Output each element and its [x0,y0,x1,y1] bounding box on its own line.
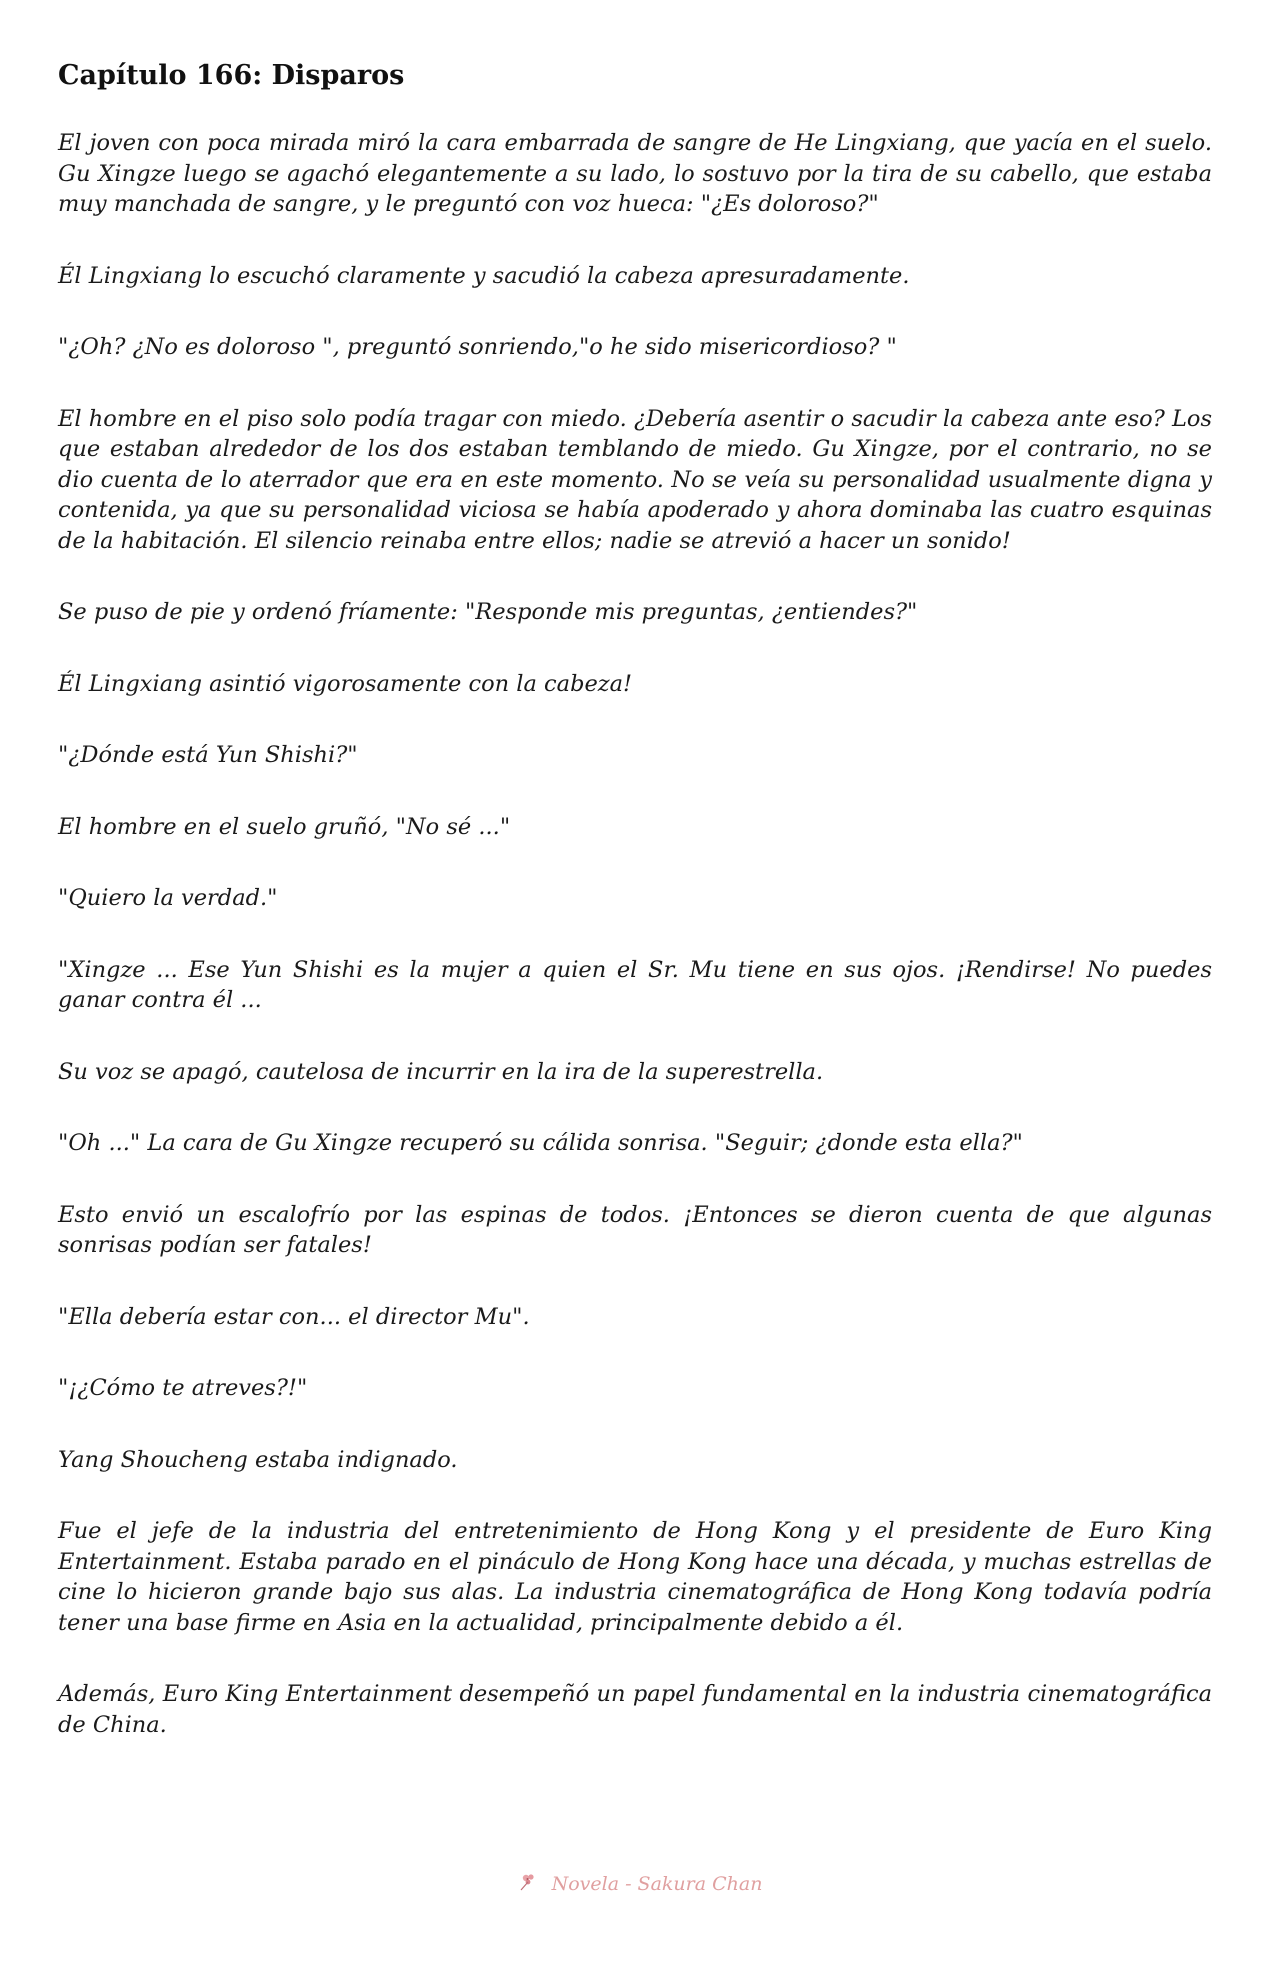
sakura-flower-icon [518,1872,540,1892]
paragraph: "¡¿Cómo te atreves?!" [58,1375,308,1401]
paragraph: Él Lingxiang asintió vigorosamente con la cabeza! [58,670,633,697]
paragraph: El hombre en el suelo gruñó, "No sé ..." [58,813,511,840]
paragraph: Su voz se apagó, cautelosa de incurrir en la ira de la superestrella. [58,1058,824,1085]
paragraph: Yang Shoucheng estaba indignado. [58,1446,458,1473]
chapter-title: Capítulo 166: Disparos [58,60,405,91]
paragraph: "¿Dónde está Yun Shishi?" [58,742,358,768]
paragraph: Además, Euro King Entertainment desempeñó un papel fundamental en la industria cinematográfica de China. [58,1681,1212,1738]
paragraph: "Quiero la verdad." [58,885,278,911]
paragraph: Él Lingxiang lo escuchó claramente y sacudió la cabeza apresuradamente. [58,262,910,289]
paragraph: Esto envió un escalofrío por las espinas de todos. ¡Entonces se dieron cuenta de que algunas sonrisas podían ser fatales! [58,1201,1212,1258]
paragraph: El hombre en el piso solo podía tragar con miedo. ¿Debería asentir o sacudir la cabeza ante eso? Los que estaban alrededor de los dos estaban temblando de miedo. Gu Xingze, por el contrario, no se dio cuenta de lo aterrador que era en este momento. No se veía su personalidad usualmente digna y contenida, ya que su personalidad viciosa se había apoderado y ahora dominaba las cuatro esquinas de la habitación. El silencio reinaba entre ellos; nadie se atrevió a hacer un sonido! [58,405,1212,554]
paragraph: Fue el jefe de la industria del entretenimiento de Hong Kong y el presidente de Euro King Entertainment. Estaba parado en el pináculo de Hong Kong hace una década, y muchas estrellas de cine lo hicieron grande bajo sus alas. La industria cinematográfica de Hong Kong todavía podría tener una base firme en Asia en la actualidad, principalmente debido a él. [58,1518,1212,1636]
watermark-text: Novela - Sakura Chan [551,1873,763,1895]
watermark-footer [0,1872,1280,1895]
paragraph: "Oh ..." La cara de Gu Xingze recuperó su cálida sonrisa. "Seguir; ¿donde esta ella?" [58,1130,1023,1156]
paragraph: "Xingze ... Ese Yun Shishi es la mujer a quien el Sr. Mu tiene en sus ojos. ¡Rendirse! No puedes ganar contra él ... [58,956,1212,1013]
paragraph: Se puso de pie y ordenó fríamente: "Responde mis preguntas, ¿entiendes?" [58,599,918,625]
paragraph: El joven con poca mirada miró la cara embarrada de sangre de He Lingxiang, que yacía en el suelo. Gu Xingze luego se agachó elegantemente a su lado, lo sostuvo por la tira de su cabello, que estaba muy manchada de sangre, y le preguntó con voz hueca: "¿Es doloroso?" [58,130,1212,217]
paragraph: "¿Oh? ¿No es doloroso ", preguntó sonriendo,"o he sido misericordioso? " [58,334,897,360]
document-page [58,58,1212,1781]
paragraph: "Ella debería estar con... el director Mu". [58,1303,530,1330]
